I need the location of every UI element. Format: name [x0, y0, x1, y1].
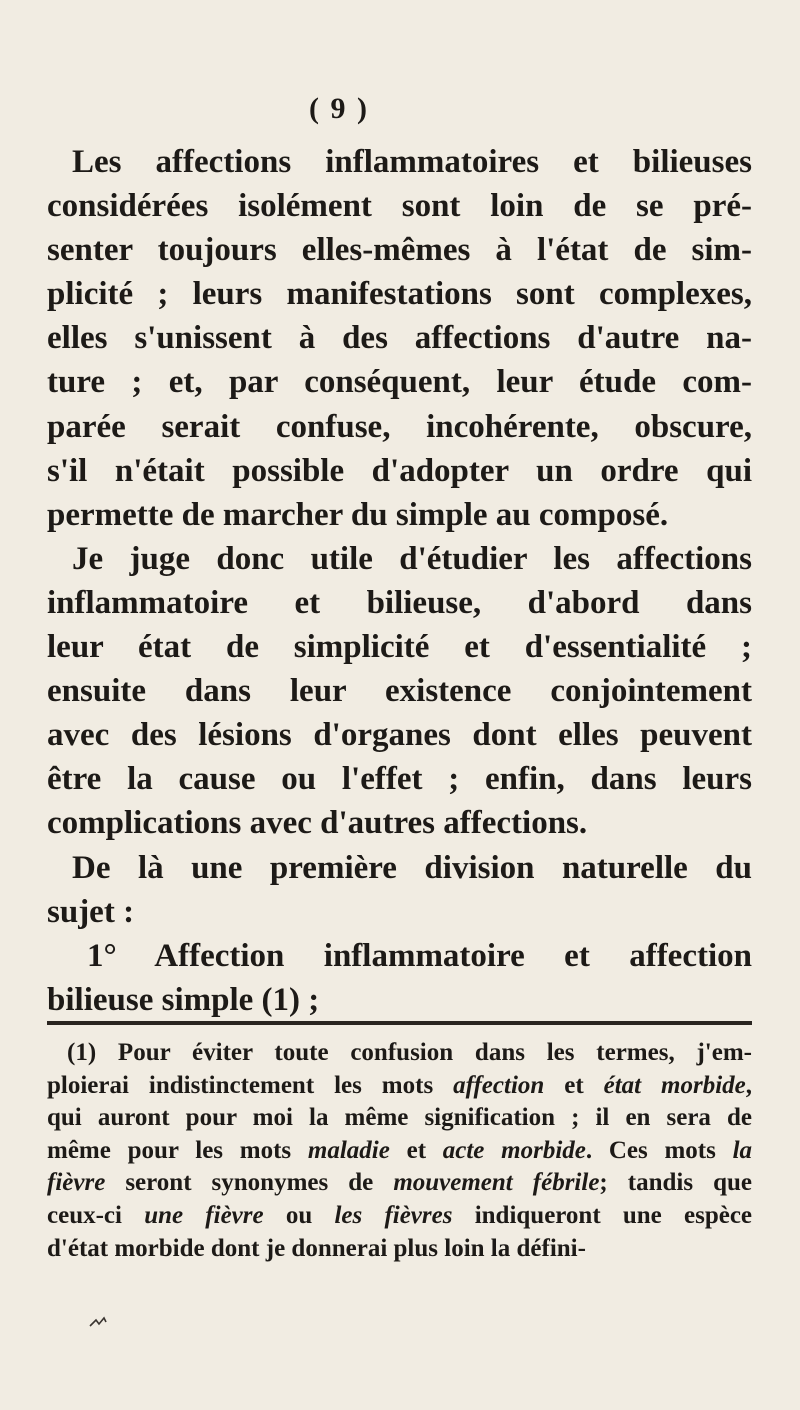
text-line: considérées isolément sont loin de se pré- — [47, 188, 752, 225]
text-line: inflammatoire et bilieuse, d'abord dans — [47, 584, 752, 621]
text-line: 1° Affection inflammatoire et affection — [87, 937, 752, 974]
text-line: Je juge donc utile d'étudier les affections — [72, 540, 752, 577]
text-line: De là une première division naturelle du — [72, 849, 752, 886]
text-line: s'il n'était possible d'adopter un ordre qui — [47, 452, 752, 489]
footnote-line: même pour les mots maladie et acte morbide. Ces mots la — [47, 1136, 753, 1164]
text-line: parée serait confuse, incohérente, obscure, — [47, 408, 752, 445]
text-line: complications avec d'autres affections. — [47, 805, 588, 842]
paragraph-4 — [47, 934, 752, 1022]
text-line: ture ; et, par conséquent, leur étude com- — [47, 364, 752, 401]
text-line: ensuite dans leur existence conjointement — [47, 673, 752, 710]
footnote-separator — [47, 1021, 752, 1025]
ink-smudge — [88, 1316, 108, 1330]
text-line: senter toujours elles-mêmes à l'état de sim- — [47, 232, 752, 269]
footnote-line: (1) Pour éviter toute confusion dans les termes, j'em- — [67, 1039, 752, 1066]
footnote-line: fièvre seront synonymes de mouvement fébrile; tandis que — [47, 1169, 753, 1197]
footnote-line: ploierai indistinctement les mots affection et état morbide, — [47, 1071, 752, 1099]
text-line: leur état de simplicité et d'essentialité ; — [47, 629, 752, 666]
text-line: avec des lésions d'organes dont elles peuvent — [47, 717, 752, 754]
text-line: être la cause ou l'effet ; enfin, dans leurs — [47, 761, 752, 798]
footnote-line: qui auront pour moi la même signification ; il en sera de — [47, 1104, 752, 1132]
paragraph-2 — [47, 537, 752, 846]
main-text — [47, 140, 752, 1022]
text-line: plicité ; leurs manifestations sont complexes, — [47, 276, 752, 313]
footnote — [47, 1037, 752, 1265]
paragraph-1 — [47, 140, 752, 537]
page-number: ( 9 ) — [309, 92, 369, 125]
paragraph-3 — [47, 846, 752, 934]
footnote-line: d'état morbide dont je donnerai plus loin la défini- — [47, 1234, 586, 1262]
footnote-line: ceux-ci une fièvre ou les fièvres indiqueront une espèce — [47, 1201, 753, 1229]
text-line: sujet : — [47, 893, 135, 930]
text-line: Les affections inflammatoires et bilieuses — [72, 144, 752, 180]
text-line: elles s'unissent à des affections d'autre na- — [47, 320, 752, 357]
text-line: permette de marcher du simple au composé. — [47, 496, 669, 533]
text-line: bilieuse simple (1) ; — [47, 981, 320, 1018]
